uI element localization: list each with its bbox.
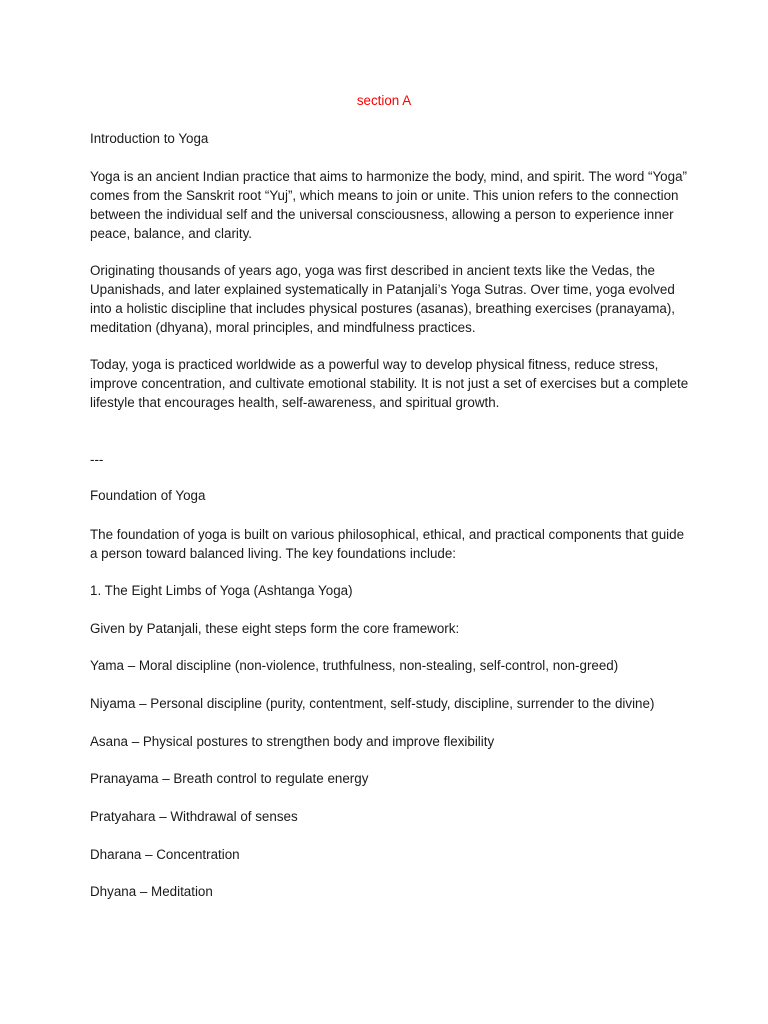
list-item: Dhyana – Meditation — [90, 884, 213, 899]
limbs-heading: 1. The Eight Limbs of Yoga (Ashtanga Yoga) — [90, 583, 353, 598]
intro-paragraph-2: Originating thousands of years ago, yoga was first described in ancient texts like the Vedas, the Upanishads, and later explained systematically in Patanjali’s Yoga Sutras. Over time, yoga evolved into a holistic discipline that includes physical postures (asanas), breathing exercises (pranayama), meditation (dhyana), moral principles, and mindfulness practices. — [90, 263, 676, 335]
list-item: Pratyahara – Withdrawal of senses — [90, 809, 298, 824]
list-item: Asana – Physical postures to strengthen body and improve flexibility — [90, 734, 495, 749]
intro-title: Introduction to Yoga — [90, 131, 209, 146]
intro-paragraph-3: Today, yoga is practiced worldwide as a powerful way to develop physical fitness, reduce stress, improve concentration, and cultivate emotional stability. It is not just a set of exercises but a complete lifestyle that encourages health, self-awareness, and spiritual growth. — [90, 357, 689, 410]
intro-paragraph-1: Yoga is an ancient Indian practice that aims to harmonize the body, mind, and spirit. The word “Yoga” comes from the Sanskrit root “Yuj”, which means to join or unite. This union refers to the connection between the individual self and the universal consciousness, allowing a person to experience inner peace, balance, and clarity. — [90, 169, 687, 241]
limbs-intro: Given by Patanjali, these eight steps form the core framework: — [90, 621, 460, 636]
list-item: Yama – Moral discipline (non-violence, truthfulness, non-stealing, self-control, non-greed) — [90, 658, 619, 673]
foundation-title: Foundation of Yoga — [90, 488, 206, 503]
section-separator: --- — [90, 452, 104, 467]
list-item: Niyama – Personal discipline (purity, contentment, self-study, discipline, surrender to the divine) — [90, 696, 655, 711]
foundation-paragraph: The foundation of yoga is built on various philosophical, ethical, and practical components that guide a person toward balanced living. The key foundations include: — [90, 527, 685, 561]
section-heading: section A — [356, 93, 412, 108]
list-item: Pranayama – Breath control to regulate energy — [90, 771, 369, 786]
list-item: Dharana – Concentration — [90, 847, 240, 862]
